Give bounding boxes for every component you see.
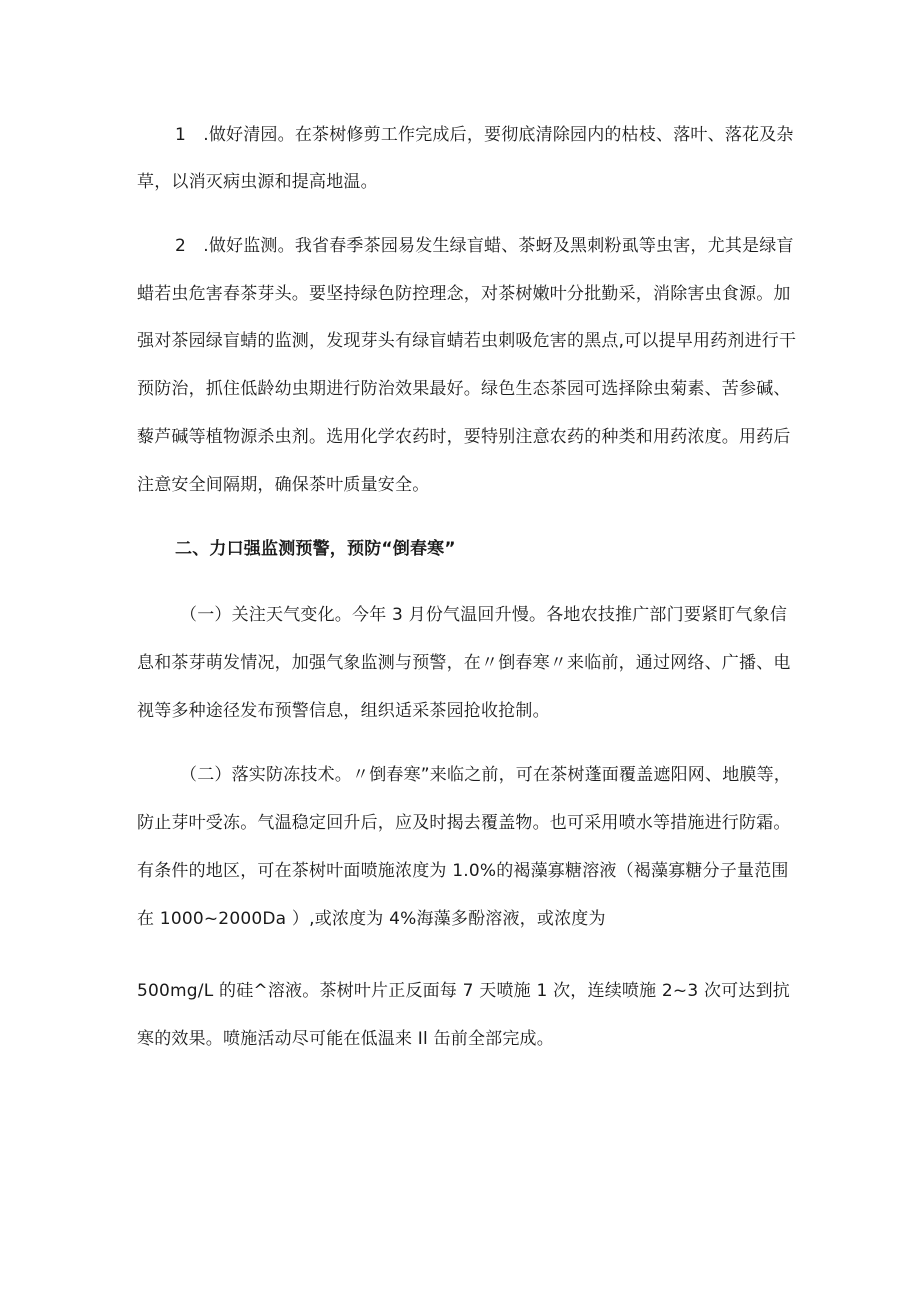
paragraph-2-line-2: 蜡若虫危害春茶芽头。要坚持绿色防控理念，对茶树嫩叶分批勤采，消除害虫食源。加 [137,284,791,304]
paragraph-2-line-3: 强对茶园绿盲蜻的监测，发现芽头有绿盲蜻若虫刺吸危害的黑点,可以提早用药剂进行干 [137,331,797,351]
paragraph-3-line-1: （一）关注天气变化。今年 3 月份气温回升慢。各地农技推广部门要紧盯气象信 [180,605,788,625]
paragraph-4-line-4: 在 1000~2000Da ）,或浓度为 4%海藻多酚溶液，或浓度为 [137,909,606,929]
paragraph-4-line-3: 有条件的地区，可在茶树叶面喷施浓度为 1.0%的褐藻寡糖溶液（褐藻寡糖分子量范围 [137,861,789,881]
paragraph-2-line-1: 2 .做好监测。我省春季茶园易发生绿盲蜡、茶蚜及黑刺粉虱等虫害，尤其是绿盲 [175,236,794,256]
paragraph-2-line-5: 藜芦碱等植物源杀虫剂。选用化学农药时，要特别注意农药的种类和用药浓度。用药后 [137,427,791,447]
paragraph-3-line-2: 息和茶芽萌发情况，加强气象监测与预警，在〃倒春寒〃来临前，通过网络、广播、电 [137,653,791,673]
paragraph-4-line-1: （二）落实防冻技术。〃倒春寒”来临之前，可在茶树蓬面覆盖遮阳网、地膜等， [180,765,792,785]
paragraph-2-line-4: 预防治，抓住低龄幼虫期进行防治效果最好。绿色生态茶园可选择除虫菊素、苦参碱、 [137,379,791,399]
paragraph-4-line-6: 寒的效果。喷施活动尽可能在低温来 Il 缶前全部完成。 [137,1029,554,1049]
paragraph-4-line-2: 防止芽叶受冻。气温稳定回升后，应及时揭去覆盖物。也可采用喷水等措施进行防霜。 [137,813,791,833]
paragraph-2-line-6: 注意安全间隔期，确保茶叶质量安全。 [137,475,430,495]
paragraph-1-line-1: 1 .做好清园。在茶树修剪工作完成后，要彻底清除园内的枯枝、落叶、落花及杂 [175,125,794,145]
paragraph-3-line-3: 视等多种途径发布预警信息，组织适采茶园抢收抢制。 [137,701,550,721]
paragraph-1-line-2: 草，以消灭病虫源和提高地温。 [137,172,378,192]
section-heading: 二、力口强监测预警，预防“倒春寒” [175,539,456,559]
paragraph-4-line-5: 500mg/L 的硅^溶液。茶树叶片正反面每 7 天喷施 1 次，连续喷施 2~3 次可达到抗 [137,981,790,1001]
